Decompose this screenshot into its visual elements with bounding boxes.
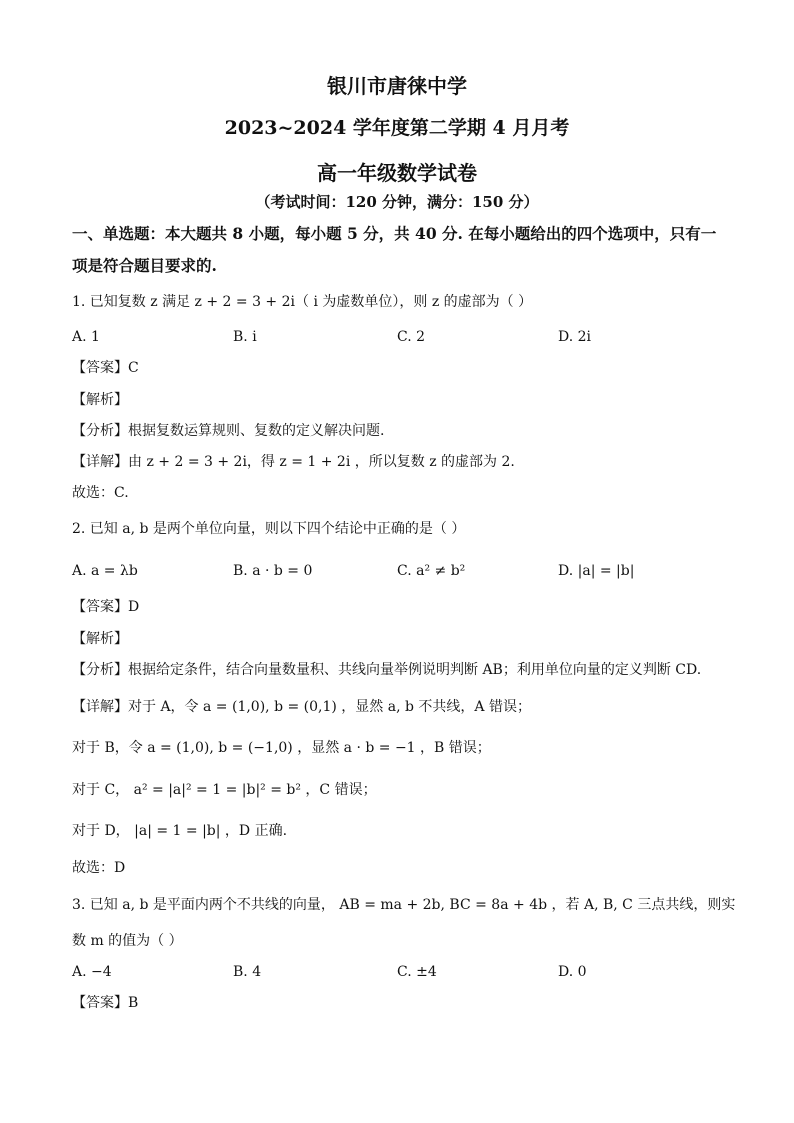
- q2-analysis-head: 【解析】: [72, 631, 128, 647]
- q2-option-d: D. |a| = |b|: [558, 563, 635, 579]
- q1-analysis: 【分析】根据复数运算规则、复数的定义解决问题.: [72, 423, 385, 439]
- q1-option-a: A. 1: [72, 329, 100, 345]
- school-name: 银川市唐徕中学: [327, 74, 467, 98]
- q3-option-b: B. 4: [233, 964, 262, 980]
- q1-stem: 1. 已知复数 z 满足 z + 2 = 3 + 2i（ i 为虚数单位），则 z 的虚部为（ ）: [72, 294, 533, 310]
- q2-detail-d: 对于 D， |a| = 1 = |b| ，D 正确.: [72, 823, 288, 839]
- q2-option-a: A. a = λb: [72, 563, 138, 579]
- q3-answer: 【答案】B: [72, 995, 139, 1011]
- q3-option-a: A. −4: [72, 964, 112, 980]
- q2-detail-b: 对于 B，令 a = (1,0), b = (−1,0) ，显然 a · b = −1 ，B 错误；: [72, 740, 491, 756]
- q1-answer: 【答案】C: [72, 360, 139, 376]
- q1-option-c: C. 2: [397, 329, 426, 345]
- q2-detail-a: 【详解】对于 A，令 a = (1,0), b = (0,1) ，显然 a, b 不共线，A 错误；: [72, 699, 531, 715]
- q3-stem-line2: 数 m 的值为（ ）: [72, 933, 183, 949]
- term-title: 2023~2024 学年度第二学期 4 月月考: [224, 117, 570, 139]
- q2-analysis: 【分析】根据给定条件，结合向量数量积、共线向量举例说明判断 AB；利用单位向量的定义判断 CD.: [72, 662, 702, 678]
- exam-time-info: （考试时间：120 分钟，满分：150 分）: [255, 193, 539, 211]
- q1-conclusion: 故选：C.: [72, 485, 129, 501]
- q1-analysis-head: 【解析】: [72, 392, 128, 408]
- q2-detail-c: 对于 C， a² = |a|² = 1 = |b|² = b² ，C 错误；: [72, 782, 377, 798]
- q3-stem-line1: 3. 已知 a, b 是平面内两个不共线的向量， AB = ma + 2b, BC = 8a + 4b ，若 A, B, C 三点共线，则实: [72, 897, 736, 913]
- q2-stem: 2. 已知 a, b 是两个单位向量，则以下四个结论中正确的是（ ）: [72, 521, 466, 537]
- exam-title: 高一年级数学试卷: [317, 161, 477, 185]
- q3-option-d: D. 0: [558, 964, 587, 980]
- section-instructions-line1: 一、单选题：本大题共 8 小题，每小题 5 分，共 40 分. 在每小题给出的四个选项中，只有一: [72, 224, 717, 243]
- q2-option-c: C. a² ≠ b²: [397, 563, 466, 579]
- q1-detail: 【详解】由 z + 2 = 3 + 2i，得 z = 1 + 2i ，所以复数 z 的虚部为 2.: [72, 454, 515, 470]
- q2-option-b: B. a · b = 0: [233, 563, 313, 579]
- q1-option-b: B. i: [233, 329, 257, 345]
- q3-option-c: C. ±4: [397, 964, 437, 980]
- q1-option-d: D. 2i: [558, 329, 592, 345]
- section-instructions-line2: 项是符合题目要求的.: [72, 256, 217, 275]
- q2-answer: 【答案】D: [72, 599, 140, 615]
- q2-conclusion: 故选：D: [72, 860, 126, 876]
